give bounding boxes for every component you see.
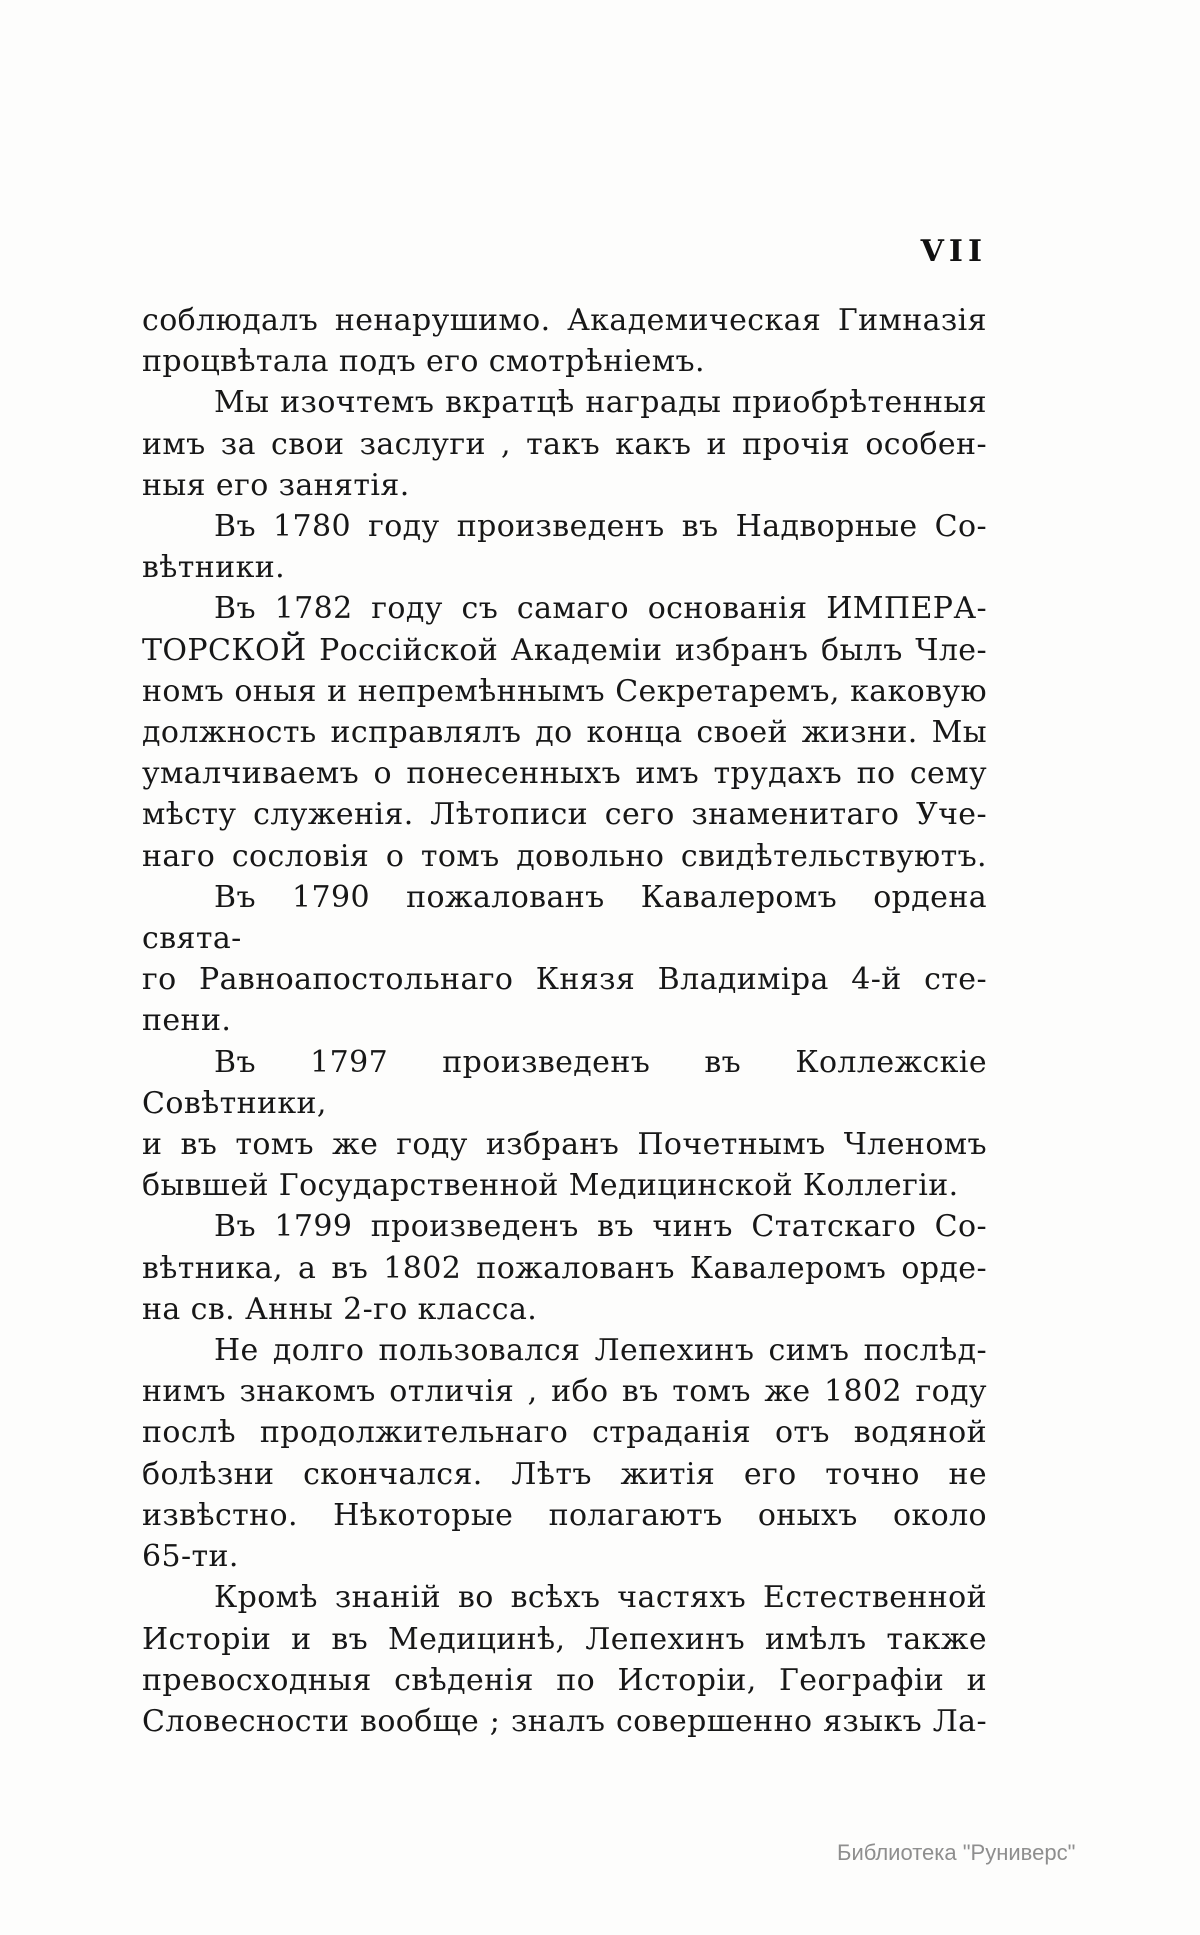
text-block <box>142 300 987 1742</box>
text-line: превосходныя свѣденія по Исторіи, Географіи и <box>142 1662 987 1698</box>
text-line: должность исправлялъ до конца своей жизни. Мы <box>142 715 987 751</box>
page-number: VII <box>920 234 987 269</box>
text-line: Въ 1797 произведенъ въ Коллежскіе Совѣтники, <box>142 1044 987 1121</box>
text-line: 65-ти. <box>142 1539 239 1575</box>
text-line: бывшей Государственной Медицинской Коллегіи. <box>142 1168 959 1204</box>
text-line: ТОРСКОЙ Россійской Академіи избранъ былъ Чле- <box>142 632 987 668</box>
text-line: Въ 1799 произведенъ въ чинъ Статскаго Со- <box>214 1209 987 1245</box>
text-line: Кромѣ знаній во всѣхъ частяхъ Естественной <box>214 1580 987 1616</box>
text-line: го Равноапостольнаго Князя Владиміра 4-й сте- <box>142 962 987 998</box>
text-line: нимъ знакомъ отличія , ибо въ томъ же 1802 году <box>142 1374 987 1410</box>
text-line: извѣстно. Нѣкоторые полагаютъ оныхъ около <box>142 1497 987 1533</box>
text-line: наго сословія о томъ довольно свидѣтельствуютъ. <box>142 838 987 874</box>
text-line: Мы изочтемъ вкратцѣ награды приобрѣтенныя <box>214 385 987 421</box>
text-line: соблюдалъ ненарушимо. Академическая Гимназія <box>142 303 987 338</box>
text-line: умалчиваемъ о понесенныхъ имъ трудахъ по сему <box>142 756 987 792</box>
text-line: процвѣтала подъ его смотрѣніемъ. <box>142 344 705 380</box>
text-line: послѣ продолжительнаго страданія отъ водяной <box>142 1415 987 1451</box>
text-line: Въ 1782 году съ самаго основанія ИМПЕРА- <box>214 591 987 627</box>
text-line: вѣтника, а въ 1802 пожалованъ Кавалеромъ орде- <box>142 1250 987 1286</box>
text-line: на св. Анны 2-го класса. <box>142 1291 538 1327</box>
text-line: Не долго пользовался Лепехинъ симъ послѣд- <box>214 1333 987 1369</box>
text-line: вѣтники. <box>142 550 286 586</box>
watermark: Библиотека "Руниверс" <box>837 1840 1076 1865</box>
text-line: Въ 1790 пожалованъ Кавалеромъ ордена свята- <box>142 879 987 957</box>
text-line: ныя его занятія. <box>142 467 410 503</box>
text-line: мѣсту служенія. Лѣтописи сего знаменитаго Уче- <box>142 797 987 833</box>
text-line: Въ 1780 году произведенъ въ Надворные Со- <box>214 509 987 545</box>
text-line: и въ томъ же году избранъ Почетнымъ Членомъ <box>142 1127 987 1163</box>
text-line: имъ за свои заслуги , такъ какъ и прочія особен- <box>142 426 987 462</box>
text-line: номъ оныя и непремѣннымъ Секретаремъ, каковую <box>142 673 987 709</box>
text-line: Исторіи и въ Медицинѣ, Лепехинъ имѣлъ также <box>142 1621 987 1657</box>
text-line: Словесности вообще ; зналъ совершенно языкъ Ла- <box>142 1703 987 1739</box>
text-line: пени. <box>142 1003 232 1039</box>
text-line: болѣзни скончался. Лѣтъ житія его точно не <box>142 1456 987 1492</box>
